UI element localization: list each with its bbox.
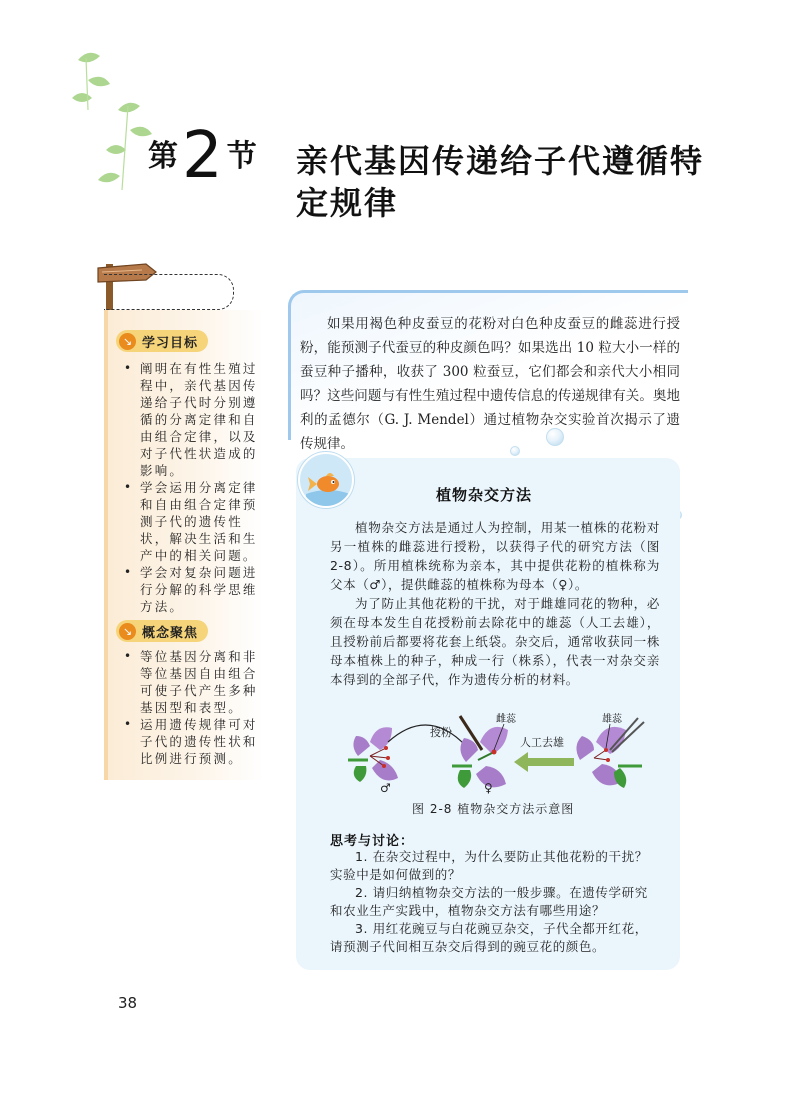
- section-heading: [148, 119, 257, 193]
- label-emasculate: 人工去雄: [520, 736, 564, 749]
- arrow-icon: ↘: [119, 623, 136, 640]
- label-stamen: 雄蕊: [602, 714, 622, 725]
- sidebar: [104, 310, 264, 780]
- bubble-decoration: [546, 428, 564, 446]
- hybridization-figure: [348, 712, 648, 796]
- panel-paragraph-2: 为了防止其他花粉的干扰，对于雌雄同花的物种，必须在母本发生自花授粉前去除花中的雄蕊（人工去雄），且授粉前后都要将花套上纸袋。杂交后，通常收获同一株母本植株上的种子，种成一行（株系），代表一对杂交亲本得到的全部子代，作为遗传分析的材料。: [330, 596, 660, 687]
- learning-goals-label: 学习目标: [142, 335, 199, 351]
- figure-caption: 图 2-8 植物杂交方法示意图: [412, 802, 575, 816]
- section-suffix: 节: [226, 138, 257, 174]
- label-pollinate: 授粉: [430, 726, 452, 739]
- list-item: • 运用遗传规律可对子代的遗传性状和比例进行预测。: [130, 716, 262, 767]
- list-item: • 等位基因分离和非等位基因自由组合可使子代产生多种基因型和表型。: [130, 648, 262, 716]
- learning-goals-tag: [116, 330, 208, 352]
- sidebar-dashed-frame: [104, 274, 234, 310]
- bubble-decoration: [510, 446, 520, 456]
- intro-paragraph: 如果用褐色种皮蚕豆的花粉对白色种皮蚕豆的雌蕊进行授粉，能预测子代蚕豆的种皮颜色吗？如果选出 10 粒大小一样的蚕豆种子播种，收获了 300 粒蚕豆，它们都会和亲代大小相同吗？这些问题与有性生殖过程中遗传信息的传递规律有关。奥地利的孟德尔（G. J. Mendel）通过植物杂交实验首次揭示了遗传规律。: [300, 316, 680, 452]
- list-item: • 学会运用分离定律和自由组合定律预测子代的遗传性状，解决生活和生产中的相关问题。: [130, 479, 262, 564]
- male-symbol: ♂: [380, 781, 391, 795]
- female-symbol: ♀: [484, 781, 493, 795]
- concepts-list: [130, 648, 262, 767]
- discussion-question-3: 3. 用红花豌豆与白花豌豆杂交，子代全都开红花，请预测子代间相互杂交后得到的豌豆花的颜色。: [330, 921, 648, 954]
- goldfish-icon: [298, 452, 354, 508]
- page-title: 亲代基因传递给子代遵循特定规律: [296, 142, 705, 222]
- figure-drawing: [348, 712, 648, 796]
- list-item: • 学会对复杂问题进行分解的科学思维方法。: [130, 564, 262, 615]
- emasculated-flower: [576, 727, 642, 788]
- label-pistil: 雌蕊: [496, 714, 516, 725]
- concepts-label: 概念聚焦: [142, 625, 199, 641]
- arrow-icon: ↘: [119, 333, 136, 350]
- page-number: 38: [118, 994, 138, 1012]
- list-item: • 阐明在有性生殖过程中，亲代基因传递给子代时分别遵循的分离定律和自由组合定律，以及对子代性状造成的影响。: [130, 360, 262, 479]
- section-number: 2: [182, 119, 223, 193]
- discussion-question-1: 1. 在杂交过程中，为什么要防止其他花粉的干扰？实验中是如何做到的？: [330, 849, 648, 882]
- concepts-tag: [116, 620, 208, 642]
- discussion-title: 思考与讨论：: [330, 834, 415, 849]
- male-flower: [348, 727, 398, 782]
- section-prefix: 第: [148, 138, 178, 174]
- learning-goals-list: [130, 360, 262, 615]
- discussion-question-2: 2. 请归纳植物杂交方法的一般步骤。在遗传学研究和农业生产实践中，植物杂交方法有哪些用途？: [330, 885, 648, 918]
- panel-paragraph-1: 植物杂交方法是通过人为控制，用某一植株的花粉对另一植株的雌蕊进行授粉，以获得子代的研究方法（图 2-8）。所用植株统称为亲本，其中提供花粉的植株称为父本（♂），提供雌蕊的植株称为母本（♀）。: [330, 520, 660, 592]
- panel-title: 植物杂交方法: [436, 486, 533, 504]
